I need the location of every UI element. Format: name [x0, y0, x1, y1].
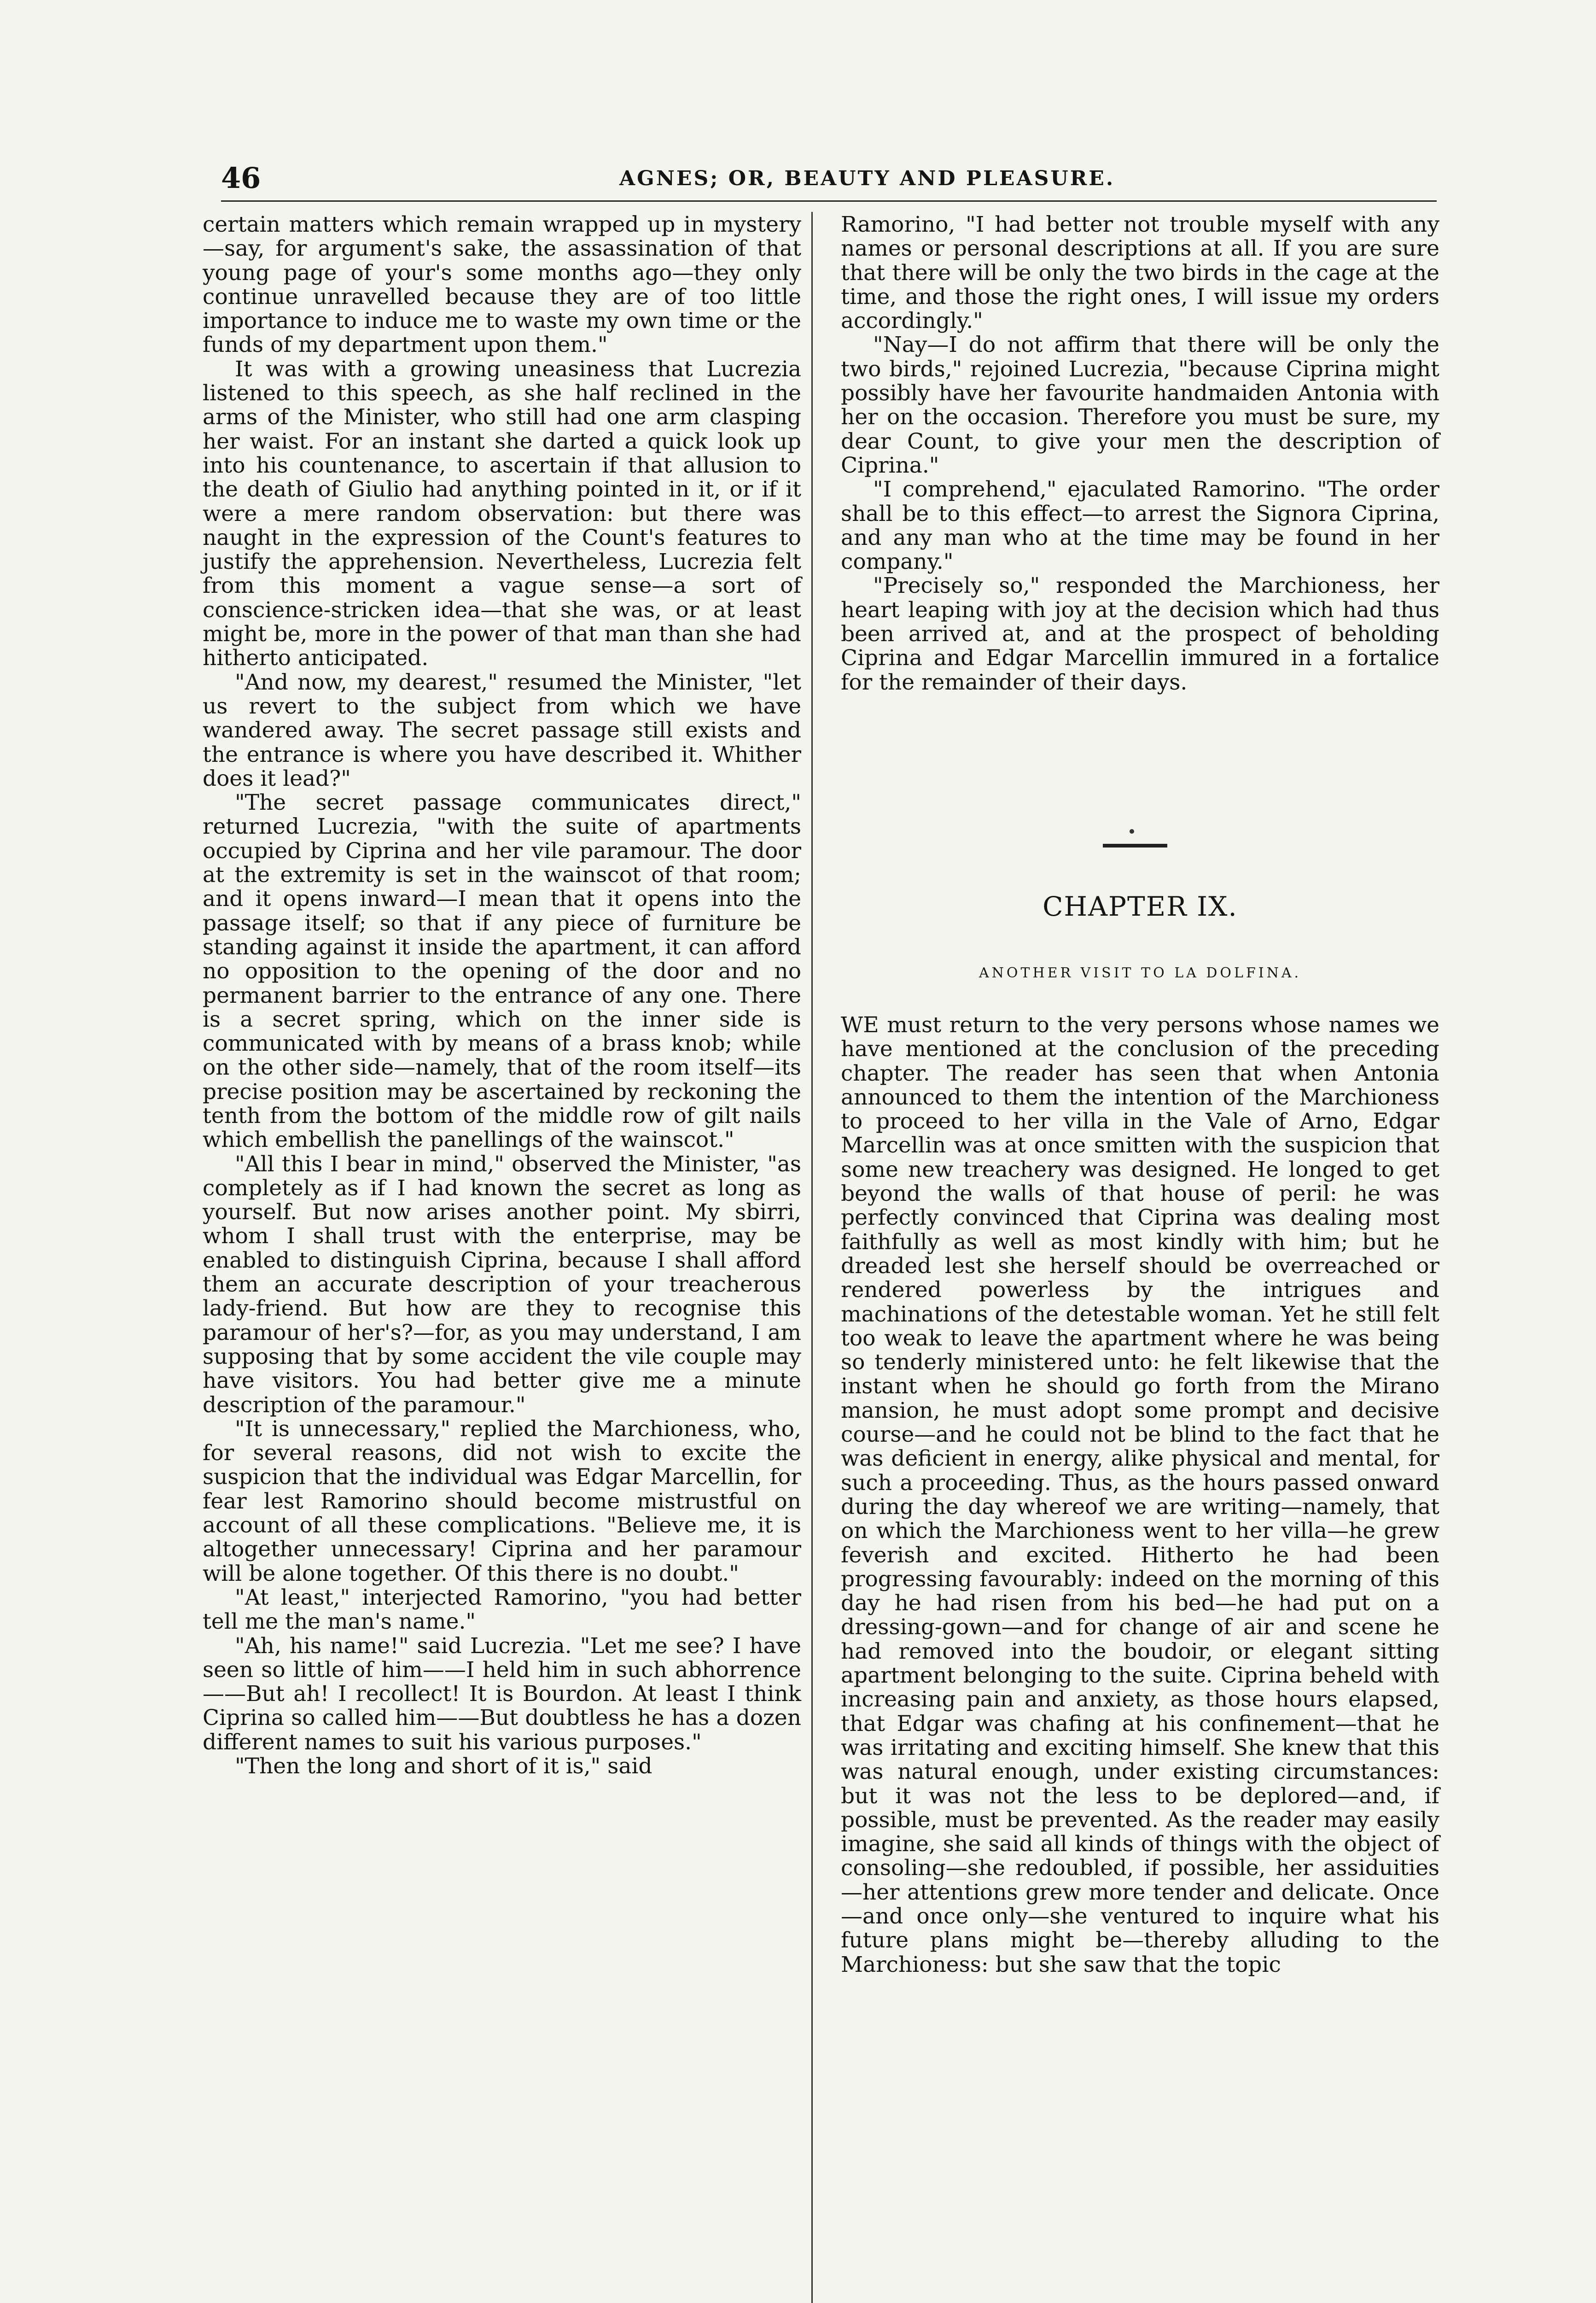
column-divider	[811, 212, 813, 2303]
paragraph: "Ah, his name!" said Lucrezia. "Let me see? I have seen so little of him——I held him in such abhorrence——But ah! I recollect! It is Bourdon. At least I think Ciprina so called him——But doubtless he has a dozen different names to suit his various purposes."	[203, 1633, 801, 1755]
paragraph: Ramorino, "I had better not trouble myself with any names or personal descriptions at all. If you are sure that there will be only the two birds in the cage at the time, and those the right ones, I will issue my orders accordingly."	[841, 212, 1439, 334]
right-column-bottom	[841, 1013, 1439, 1977]
paragraph: "I comprehend," ejaculated Ramorino. "The order shall be to this effect—to arrest the Signora Ciprina, and any man who at the time may be found in her company."	[841, 477, 1439, 575]
paragraph: It was with a growing uneasiness that Lucrezia listened to this speech, as she half reclined in the arms of the Minister, who still had one arm clasping her waist. For an instant she darted a quick look up into his countenance, to ascertain if that allusion to the death of Giulio had anything pointed in it, or if it were a mere random observation: but there was naught in the expression of the Count's features to justify the apprehension. Nevertheless, Lucrezia felt from this moment a vague sense—a sort of conscience-stricken idea—that she was, or at least might be, more in the power of that man than she had hitherto anticipated.	[203, 356, 801, 671]
paragraph: "At least," interjected Ramorino, "you had better tell me the man's name."	[203, 1584, 801, 1635]
chapter-subtitle: ANOTHER VISIT TO LA DOLFINA.	[979, 965, 1302, 981]
left-column	[203, 213, 801, 1778]
paragraph: WE must return to the very persons whose names we have mentioned at the conclusion of the preceding chapter. The reader has seen that when Antonia announced to them the intention of the Marchioness to proceed to her villa in the Vale of Arno, Edgar Marcellin was at once smitten with the suspicion that some new treachery was designed. He longed to get beyond the walls of that house of peril: he was perfectly convinced that Ciprina was dealing most faithfully as well as most kindly with him; but he dreaded lest she herself should be overreached or rendered powerless by the intrigues and machinations of the detestable woman. Yet he still felt too weak to leave the apartment where he was being so tenderly ministered unto: he felt likewise that the instant when he should go forth from the Mirano mansion, he must adopt some prompt and decisive course—and he could not be blind to the fact that he was deficient in energy, alike physical and mental, for such a proceeding. Thus, as the hours passed onward during the day whereof we are writing—namely, that on which the Marchioness went to her villa—he grew feverish and excited. Hitherto he had been progressing favourably: indeed on the morning of this day he had risen from his bed—he had put on a dressing-gown—and for change of air and scene he had removed into the boudoir, or elegant sitting apartment belonging to the suite. Ciprina beheld with increasing pain and anxiety, as those hours elapsed, that Edgar was chafing at his confinement—that he was irritating and exciting himself. She knew that this was natural enough, under existing circumstances: but it was not the less to be deplored—and, if possible, must be prevented. As the reader may easily imagine, she said all kinds of things with the object of consoling—she redoubled, if possible, her assiduities—her attentions grew more tender and delicate. Once—and once only—she ventured to inquire what his future plans might be—thereby alluding to the Marchioness: but she saw that the topic	[841, 1012, 1439, 1977]
paragraph: "It is unnecessary," replied the Marchioness, who, for several reasons, did not wish to excite the suspicion that the individual was Edgar Marcellin, for fear lest Ramorino should become mistrustful on account of all these complications. "Believe me, it is altogether unnecessary! Ciprina and her paramour will be alone together. Of this there is no doubt."	[203, 1416, 801, 1586]
paragraph: certain matters which remain wrapped up in mystery—say, for argument's sake, the assassination of that young page of your's some months ago—they only continue unravelled because they are of too little importance to induce me to waste my own time or the funds of my department upon them."	[203, 212, 801, 358]
paragraph: "Precisely so," responded the Marchioness, her heart leaping with joy at the decision which had thus been arrived at, and at the prospect of beholding Ciprina and Edgar Marcellin immured in a fortalice for the remainder of their days.	[841, 573, 1439, 695]
chapter-ornament-rule	[1103, 844, 1167, 848]
paragraph: "All this I bear in mind," observed the Minister, "as completely as if I had known the secret as long as yourself. But now arises another point. My sbirri, whom I shall trust with the enterprise, may be enabled to distinguish Ciprina, because I shall afford them an accurate description of your treacherous lady-friend. But how are they to recognise this paramour of her's?—for, as you may understand, I am supposing that by some accident the vile couple may have visitors. You had better give me a minute description of the paramour."	[203, 1151, 801, 1418]
page-number: 46	[221, 161, 261, 195]
header-rule	[221, 200, 1437, 202]
paragraph: "Then the long and short of it is," said	[235, 1754, 652, 1779]
paragraph: "Nay—I do not affirm that there will be only the two birds," rejoined Lucrezia, "because Ciprina might possibly have her favourite handmaiden Antonia with her on the occasion. Therefore you must be sure, my dear Count, to give your men the description of Ciprina."	[841, 332, 1439, 478]
paragraph: "The secret passage communicates direct," returned Lucrezia, "with the suite of apartments occupied by Ciprina and her vile paramour. The door at the extremity is set in the wainscot of that room; and it opens inward—I mean that it opens into the passage itself; so that if any piece of furniture be standing against it inside the apartment, it can afford no opposition to the opening of the door and no permanent barrier to the entrance of any one. There is a secret spring, which on the inner side is communicated with by means of a brass knob; while on the other side—namely, that of the room itself—its precise position may be ascertained by reckoning the tenth from the bottom of the middle row of gilt nails which embellish the panellings of the wainscot."	[203, 790, 801, 1153]
right-column-top	[841, 213, 1439, 695]
chapter-title: CHAPTER IX.	[1043, 891, 1238, 922]
running-title: AGNES; OR, BEAUTY AND PLEASURE.	[619, 167, 1115, 190]
paragraph: "And now, my dearest," resumed the Minister, "let us revert to the subject from which we have wandered away. The secret passage still exists and the entrance is where you have described it. Whither does it lead?"	[203, 669, 801, 791]
ornament-dot	[1130, 829, 1134, 834]
page-header	[221, 161, 1437, 198]
